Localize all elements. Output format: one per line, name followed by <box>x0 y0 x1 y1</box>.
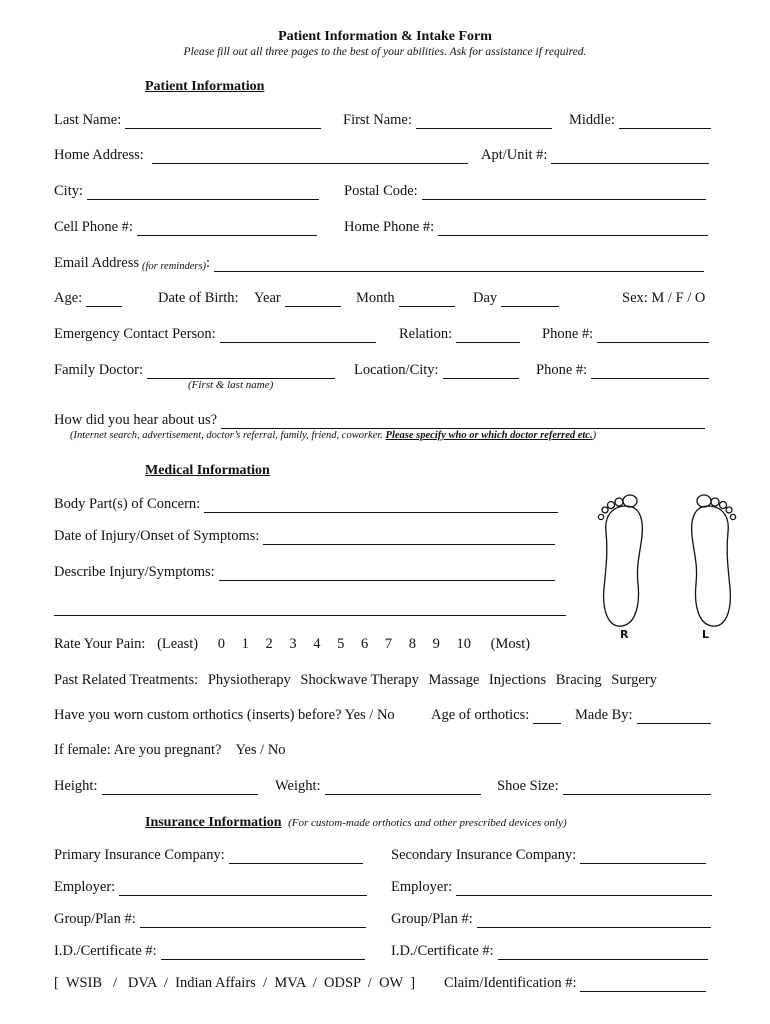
weight-label: Weight: <box>275 778 321 794</box>
email-hint: (for reminders) <box>141 261 207 272</box>
primary-insurance-label: Primary Insurance Company: <box>54 847 225 863</box>
pain-option-10[interactable]: 10 <box>456 636 472 652</box>
first-name-field[interactable] <box>343 112 552 129</box>
relation-field[interactable] <box>399 326 520 343</box>
programs-label[interactable]: [ WSIB / DVA / Indian Affairs / MVA / ODSP / OW ] <box>54 975 416 991</box>
orthotics-label: Have you worn custom orthotics (inserts) before? Yes / No <box>54 707 395 723</box>
insurance-section-title: Insurance Information <box>145 815 282 830</box>
doctor-location-field[interactable] <box>354 362 519 379</box>
treatment-injections[interactable]: Injections <box>488 672 547 688</box>
family-doctor-field[interactable] <box>54 362 335 379</box>
doctor-location-label: Location/City: <box>354 362 439 378</box>
dob-year-label: Year <box>254 290 281 306</box>
dob-label-wrap <box>158 290 239 307</box>
secondary-id-field[interactable] <box>391 943 708 960</box>
programs-options[interactable] <box>54 975 415 992</box>
referral-hint-close: ) <box>592 430 597 441</box>
secondary-insurance-field[interactable] <box>391 847 706 864</box>
primary-employer-field[interactable] <box>54 879 367 896</box>
home-address-field[interactable] <box>54 147 468 164</box>
orthotics-made-by-field[interactable] <box>575 707 711 724</box>
dob-month-label: Month <box>356 290 395 306</box>
first-last-hint: (First & last name) <box>188 379 274 391</box>
city-label: City: <box>54 183 84 199</box>
height-label: Height: <box>54 778 98 794</box>
orthotics-question[interactable] <box>54 707 395 724</box>
pregnant-label: If female: Are you pregnant? Yes / No <box>54 742 286 758</box>
age-label: Age: <box>54 290 83 306</box>
pain-option-5[interactable]: 5 <box>337 636 345 652</box>
city-field[interactable] <box>54 183 319 200</box>
pain-option-3[interactable]: 3 <box>289 636 297 652</box>
treatment-surgery[interactable]: Surgery <box>611 672 657 688</box>
home-phone-label: Home Phone #: <box>344 219 435 235</box>
secondary-group-field[interactable] <box>391 911 711 928</box>
secondary-employer-label: Employer: <box>391 879 453 895</box>
describe-injury-extra-line[interactable] <box>54 600 566 616</box>
referral-hint-emphasis: Please specify who or which doctor referred etc. <box>385 430 593 441</box>
pregnant-question[interactable] <box>54 742 286 759</box>
form-subtitle: Please fill out all three pages to the best of your abilities. Ask for assistance if required. <box>183 46 587 58</box>
feet-diagram <box>592 492 742 642</box>
emergency-phone-label: Phone #: <box>542 326 594 342</box>
home-phone-field[interactable] <box>344 219 708 236</box>
orthotics-made-by-label: Made By: <box>575 707 633 723</box>
shoe-size-field[interactable] <box>497 778 711 795</box>
first-name-label: First Name: <box>343 112 412 128</box>
referral-label: How did you hear about us? <box>54 412 218 428</box>
emergency-contact-field[interactable] <box>54 326 376 343</box>
insurance-section-header <box>145 814 567 831</box>
weight-field[interactable] <box>275 778 481 795</box>
emergency-phone-field[interactable] <box>542 326 709 343</box>
emergency-contact-label: Emergency Contact Person: <box>54 326 216 342</box>
claim-id-label: Claim/Identification #: <box>444 975 577 991</box>
email-colon: : <box>206 255 211 271</box>
form-title: Patient Information & Intake Form <box>278 29 492 44</box>
referral-field[interactable] <box>54 412 705 429</box>
describe-injury-field[interactable] <box>54 564 555 581</box>
dob-day-label: Day <box>473 290 498 306</box>
pain-option-7[interactable]: 7 <box>384 636 393 652</box>
medical-section-title: Medical Information <box>145 463 270 478</box>
primary-id-field[interactable] <box>54 943 365 960</box>
pain-scale-label: Rate Your Pain: <box>54 636 146 652</box>
dob-label: Date of Birth: <box>158 290 239 306</box>
email-field[interactable] <box>54 255 704 272</box>
cell-phone-label: Cell Phone #: <box>54 219 133 235</box>
referral-hint <box>70 430 596 441</box>
pain-scale-row <box>54 636 543 653</box>
secondary-insurance-label: Secondary Insurance Company: <box>391 847 577 863</box>
doctor-phone-field[interactable] <box>536 362 709 379</box>
orthotics-age-label: Age of orthotics: <box>431 707 530 723</box>
height-field[interactable] <box>54 778 258 795</box>
apt-unit-label: Apt/Unit #: <box>481 147 548 163</box>
past-treatments-label: Past Related Treatments: <box>54 672 199 688</box>
past-treatments-row <box>54 672 657 689</box>
referral-hint-text: (Internet search, advertisement, doctor’s referral, family, friend, coworker. <box>70 430 383 441</box>
pain-option-2[interactable]: 2 <box>265 636 273 652</box>
pain-option-0[interactable]: 0 <box>217 636 226 652</box>
body-parts-label: Body Part(s) of Concern: <box>54 496 201 512</box>
feet-outline-icon <box>592 492 742 642</box>
primary-group-label: Group/Plan #: <box>54 911 136 927</box>
treatment-physiotherapy[interactable]: Physiotherapy <box>207 672 291 688</box>
email-label: Email Address <box>54 255 139 271</box>
primary-group-field[interactable] <box>54 911 366 928</box>
home-address-label: Home Address: <box>54 147 144 163</box>
age-field[interactable] <box>54 290 122 307</box>
last-name-field[interactable] <box>54 112 321 129</box>
secondary-id-label: I.D./Certificate #: <box>391 943 494 959</box>
primary-insurance-field[interactable] <box>54 847 363 864</box>
pain-option-6[interactable]: 6 <box>361 636 369 652</box>
doctor-phone-label: Phone #: <box>536 362 588 378</box>
postal-code-field[interactable] <box>344 183 706 200</box>
secondary-employer-field[interactable] <box>391 879 712 896</box>
foot-right-label: R <box>620 628 629 641</box>
insurance-section-hint: (For custom-made orthotics and other prescribed devices only) <box>288 817 567 829</box>
dob-day-field[interactable] <box>473 290 559 307</box>
last-name-label: Last Name: <box>54 112 122 128</box>
treatment-shockwave[interactable]: Shockwave Therapy <box>300 672 419 688</box>
treatment-massage[interactable]: Massage <box>428 672 480 688</box>
treatment-bracing[interactable]: Bracing <box>555 672 602 688</box>
cell-phone-field[interactable] <box>54 219 317 236</box>
injury-date-field[interactable] <box>54 528 555 545</box>
primary-employer-label: Employer: <box>54 879 116 895</box>
middle-name-label: Middle: <box>569 112 615 128</box>
dob-year-field[interactable] <box>254 290 341 307</box>
pain-option-9[interactable]: 9 <box>432 636 440 652</box>
sex-field[interactable] <box>622 290 705 307</box>
pain-least-label: (Least) <box>157 636 199 652</box>
describe-injury-label: Describe Injury/Symptoms: <box>54 564 215 580</box>
pain-option-8[interactable]: 8 <box>408 636 417 652</box>
sex-options[interactable]: Sex: M / F / O <box>622 290 706 306</box>
dob-month-field[interactable] <box>356 290 455 307</box>
pain-most-label: (Most) <box>490 636 531 652</box>
pain-option-4[interactable]: 4 <box>313 636 321 652</box>
orthotics-age-field[interactable] <box>431 707 561 724</box>
pain-option-1[interactable]: 1 <box>241 636 249 652</box>
shoe-size-label: Shoe Size: <box>497 778 559 794</box>
middle-name-field[interactable] <box>569 112 711 129</box>
primary-id-label: I.D./Certificate #: <box>54 943 157 959</box>
apt-unit-field[interactable] <box>481 147 709 164</box>
injury-date-label: Date of Injury/Onset of Symptoms: <box>54 528 260 544</box>
relation-label: Relation: <box>399 326 453 342</box>
postal-code-label: Postal Code: <box>344 183 418 199</box>
secondary-group-label: Group/Plan #: <box>391 911 473 927</box>
family-doctor-label: Family Doctor: <box>54 362 144 378</box>
patient-section-title: Patient Information <box>145 79 265 94</box>
body-parts-field[interactable] <box>54 496 558 513</box>
claim-id-field[interactable] <box>444 975 706 992</box>
foot-left-label: L <box>702 628 710 641</box>
